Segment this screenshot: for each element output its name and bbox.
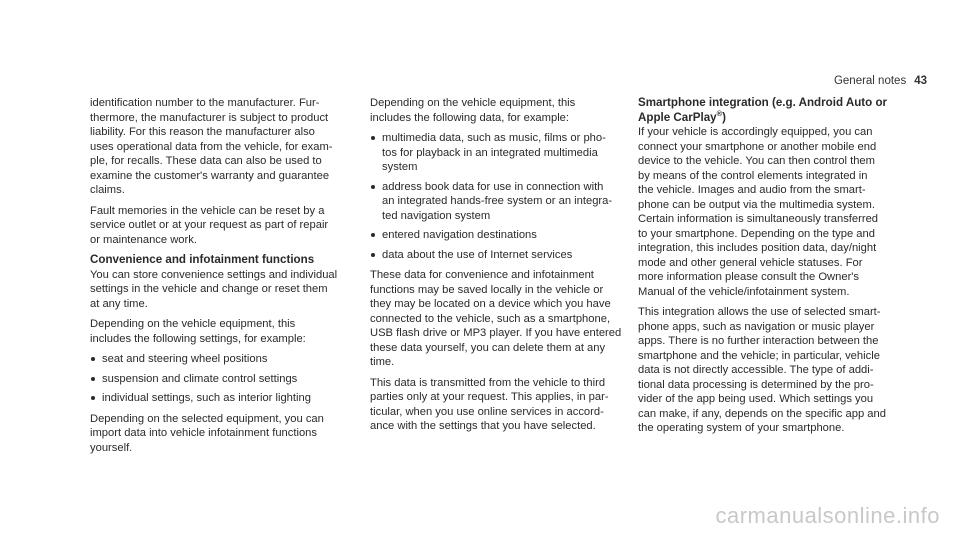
heading-close: ) <box>722 110 727 124</box>
section-title: General notes <box>833 75 907 87</box>
column-middle <box>370 96 625 440</box>
page-header <box>834 74 927 89</box>
paragraph: You can store convenience settings and individual settings in the vehicle and change or reset them at any time. <box>90 268 338 310</box>
list-item: individual settings, such as interior lighting <box>90 391 355 406</box>
paragraph: This integration allows the use of selected smart‐ phone apps, such as navigation or music player apps. There is no further interaction between the smartphone and the vehicle; in particular, vehicle data is not directly accessible. The type of addi‐ tional data processing is determined by the pro‐ vider of the app being used. Which settings you can make, if any, depends on the specific app and the operating system of your smartphone. <box>638 306 886 434</box>
paragraph: These data for convenience and infotainment functions may be saved locally in the vehicle or they may be located on a device which you have connected to the vehicle, such as a smartphone, USB flash drive or MP3 player. If you have entered these data yourself, you can delete them at any time. <box>370 269 622 368</box>
bullet-list <box>90 352 355 406</box>
paragraph: If your vehicle is accordingly equipped, you can connect your smartphone or another mobile end device to the vehicle. You can then control them by means of the control elements integrated in the vehicle. Images and audio from the smart‐ phone can be output via the multimedia system. Certain information is simultaneously transferred to your smartphone. Depending on the type and integration, this includes position data, day/night mode and other general vehicle statuses. For more information please consult the Owner's Manual of the vehicle/infotainment system. <box>638 126 879 298</box>
paragraph: This data is transmitted from the vehicle to third parties only at your request. This applies, in par‐ ticular, when you use online services in accord‐ ance with the settings that you have selected. <box>370 376 609 432</box>
paragraph: Fault memories in the vehicle can be reset by a service outlet or at your request as part of repair or maintenance work. <box>90 204 329 246</box>
bullet-list <box>370 131 625 262</box>
paragraph: identification number to the manufacturer. Fur‐ thermore, the manufacturer is subject to product liability. For this reason the manufacturer also uses operational data from the vehicle, for exam‐ ple, for recalls. These data can also be used to examine the customer's warranty and guarantee claims. <box>90 97 333 196</box>
heading-line-1: Smartphone integration (e.g. Android Auto or <box>638 96 888 109</box>
paragraph: Depending on the vehicle equipment, this includes the following data, for example: <box>370 97 576 124</box>
watermark: carmanualsonline.info <box>715 502 940 528</box>
paragraph: Depending on the selected equipment, you can import data into vehicle infotainment functions yourself. <box>90 412 324 454</box>
list-item: seat and steering wheel positions <box>90 352 355 367</box>
column-left <box>90 96 355 461</box>
paragraph: Depending on the vehicle equipment, this includes the following settings, for example: <box>90 318 306 345</box>
list-item: address book data for use in connection with an integrated hands-free system or an integra‐ ted navigation system <box>370 180 625 224</box>
section-heading <box>638 96 888 125</box>
list-item: suspension and climate control settings <box>90 372 355 387</box>
list-item: multimedia data, such as music, films or pho‐ tos for playback in an integrated multimedia system <box>370 131 625 175</box>
registered-mark: ® <box>716 108 723 118</box>
list-item: data about the use of Internet services <box>370 248 625 263</box>
page-number: 43 <box>914 75 927 87</box>
column-right <box>638 96 888 442</box>
heading-line-2: Apple CarPlay <box>638 110 717 124</box>
section-heading: Convenience and infotainment functions <box>90 253 315 266</box>
list-item: entered navigation destinations <box>370 228 625 243</box>
